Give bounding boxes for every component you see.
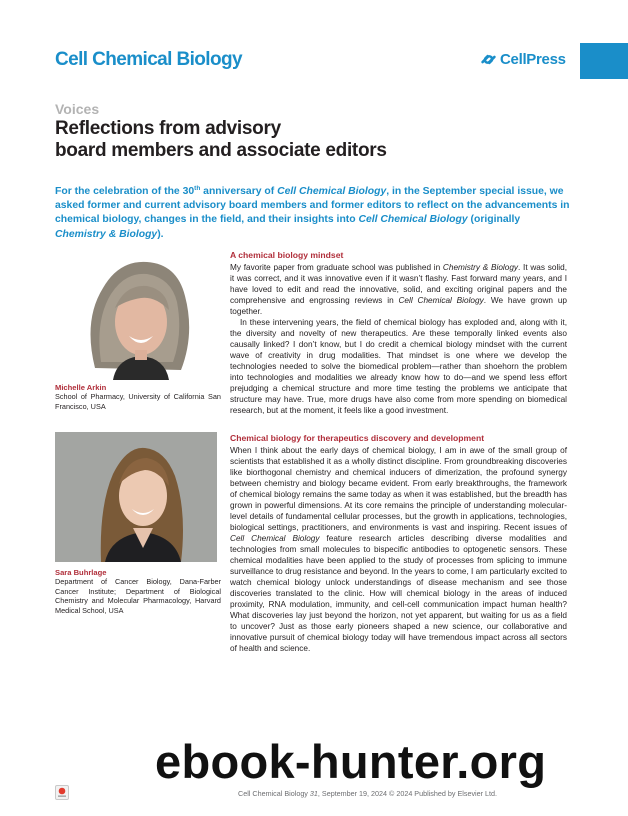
watermark-text: ebook-hunter.org <box>155 735 547 788</box>
article-title <box>55 118 475 162</box>
footer-date: , September 19, 2024 © 2024 Published by Elsevier Ltd. <box>317 789 498 798</box>
section-label: Voices <box>55 101 100 117</box>
section-heading: A chemical biology mindset <box>230 250 344 260</box>
intro-former-name: Chemistry & Biology <box>55 228 158 240</box>
intro-text: (originally <box>467 214 521 226</box>
contributor-affiliation-1: School of Pharmacy, University of California San Francisco, USA <box>55 392 221 411</box>
essay-section-2 <box>230 433 567 654</box>
contributor-affiliation-2: Department of Cancer Biology, Dana-Farber Cancer Institute; Department of Biological Chemistry and Molecular Pharmacology, Harvard Medical School, USA <box>55 577 221 615</box>
contributor-photo-2 <box>55 432 217 562</box>
contributor-name-2: Sara Buhrlage <box>55 568 107 577</box>
footer-volume: 31 <box>309 789 318 798</box>
intro-text: For the celebration of the 30 <box>55 186 195 197</box>
body-text: feature research articles describing diverse modalities and technologies from small molecules to bispecific antibodies to optogenetic sensors. These chemical modalities have been applied to the study of processes from splicing to immune surveillance to drug resistance and beyond. In the years to come, I am particularly excited to watch chemical biology unlock understandings of disease mechanism and see those discoveries translated to the clinic. How will chemical biology in the areas of induced proximity, RNA modulation, immunity, and cell-cell communication impact human health? What discoveries lay just beyond the horizon, not yet apparent, but waiting for us as a field to uncover? Just as those early pioneers shaped a new science, our collaborative and innovative pursuit of chemical biology today will have tremendous impact across all sectors of health and science. <box>230 533 567 653</box>
intro-journal-name: Cell Chemical Biology <box>277 186 387 197</box>
article-title-line-2: board members and associate editors <box>55 140 387 161</box>
body-text: . We have grown up together. <box>230 295 567 316</box>
publisher-name: CellPress <box>500 51 566 68</box>
body-text: When I think about the early days of chemical biology, I am in awe of the small group of scientists that established it as a wholly distinct discipline. From groundbreaking discoveries like biorthogonal chemistry and chemical inducers of dimerization, the profound synergy between chemistry and biology became evident. From early breakthroughs, the framework of chemical biology remains the same today as when it was established, but the breadth has grown in powerful dimensions. At its core remains the principle of understanding molecular-level details of fundamental cellular processes, but the growth in applications, technologies, biological settings, practitioners, and environments is vast and inspiring. Recent issues of <box>230 445 567 532</box>
contributor-photo-1 <box>55 250 217 380</box>
intro-text: ). <box>157 228 164 240</box>
cellpress-logo-icon <box>480 51 497 68</box>
section-heading: Chemical biology for therapeutics discovery and development <box>230 433 485 443</box>
intro-text: anniversary of <box>200 186 278 197</box>
footer-citation <box>238 789 497 798</box>
intro-paragraph <box>55 185 570 242</box>
article-title-line-1: Reflections from advisory <box>55 118 281 139</box>
body-paragraph <box>230 262 567 317</box>
contributor-name-1: Michelle Arkin <box>55 383 107 392</box>
journal-title: Cell Chemical Biology <box>55 49 242 70</box>
body-paragraph <box>230 445 567 654</box>
body-text: My favorite paper from graduate school was published in <box>230 262 443 272</box>
essay-section-1 <box>230 250 567 416</box>
body-text: . It was solid, it was correct, and it was innovative even if it wasn’t flashy. Fast forward many years, and I have loved to edit and read the innovative, solid, and exciting original papers and the comprehensive and engrossing reviews in <box>230 262 567 305</box>
footer-journal: Cell Chemical Biology <box>238 789 310 798</box>
body-italic: Cell Chemical Biology <box>398 295 484 305</box>
check-for-updates-icon[interactable] <box>55 785 69 800</box>
publisher-logo <box>480 51 566 68</box>
body-italic: Chemistry & Biology <box>442 262 519 272</box>
body-paragraph: In these intervening years, the field of chemical biology has exploded and, along with it, the diversity and novelty of new therapeutics. Are these temporally linked events also causally linked? I don’t know, but I do credit a chemical biology mindset with the current wave of creativity in drug modalities. That mindset is one where we develop the technologies needed to solve the biomedical problem—rather than shoehorn the problem into technologies and modalities we already know how to do—and we spend less effort prejudging a chemical structure and more time testing the problems we anticipate that structure may have. True, more drugs have also come from more spending on biomedical research, but at the moment, it feels like a good investment. <box>230 317 567 415</box>
body-italic: Cell Chemical Biology <box>230 533 320 543</box>
corner-color-tab <box>580 43 628 79</box>
intro-superscript: th <box>194 185 201 192</box>
intro-journal-name: Cell Chemical Biology <box>358 214 468 226</box>
intro-text: , in the September special issue, we asked former and current advisory board members and former editors to reflect on the advancements in chemical biology, changes in the field, and their insights into <box>55 186 570 226</box>
